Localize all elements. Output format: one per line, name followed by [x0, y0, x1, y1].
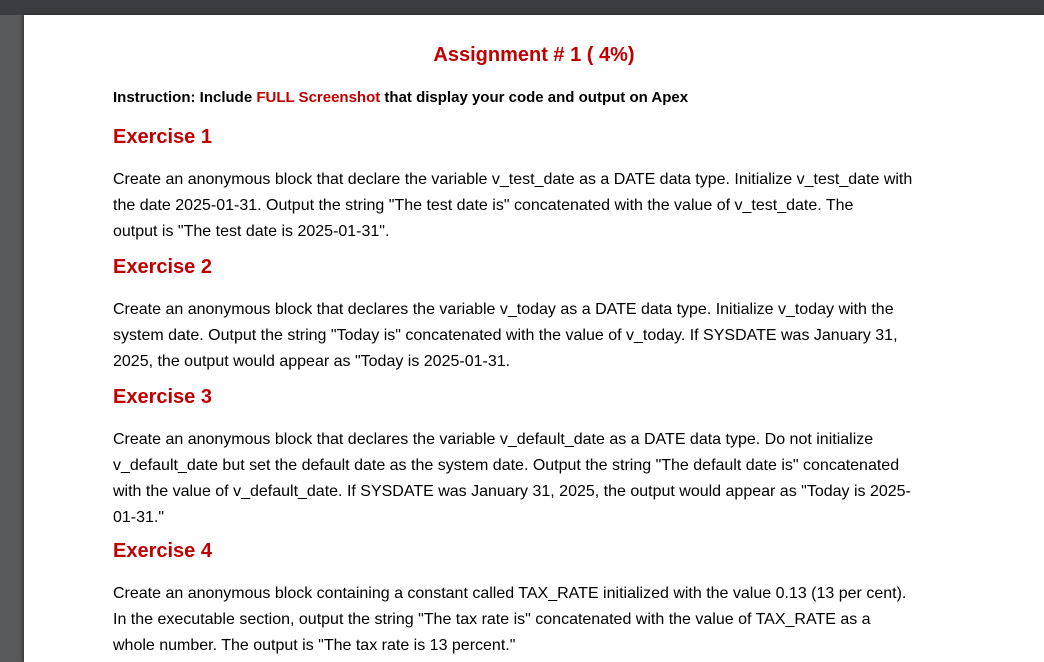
exercise-3-heading: Exercise 3 — [113, 386, 212, 408]
exercise-1-text — [113, 167, 973, 245]
exercise-1-line-2: the date 2025-01-31. Output the string "The test date is" concatenated with the value of v_test_date. The — [113, 197, 854, 214]
exercise-4-heading: Exercise 4 — [113, 540, 212, 562]
instruction-text — [113, 89, 688, 106]
exercise-3-line-3: with the value of v_default_date. If SYSDATE was January 31, 2025, the output would appear as "Today is 2025- — [113, 483, 911, 500]
exercise-3-line-4: 01-31." — [113, 509, 165, 526]
exercise-4-line-3: whole number. The output is "The tax rate is 13 percent." — [113, 637, 516, 654]
exercise-2-text — [113, 297, 973, 375]
exercise-4-text — [113, 581, 973, 659]
exercise-2-line-3: 2025, the output would appear as "Today is 2025-01-31. — [113, 353, 511, 370]
exercise-1-line-3: output is "The test date is 2025-01-31". — [113, 223, 390, 240]
exercise-4-line-1: Create an anonymous block containing a constant called TAX_RATE initialized with the value 0.13 (13 per cent). — [113, 585, 907, 602]
exercise-1-line-1: Create an anonymous block that declare the variable v_test_date as a DATE data type. Initialize v_test_date with — [113, 171, 913, 188]
instruction-suffix: that display your code and output on Apex — [380, 89, 689, 106]
exercise-2-line-2: system date. Output the string "Today is" concatenated with the value of v_today. If SYSDATE was January 31, — [113, 327, 898, 344]
instruction-prefix: Instruction: Include — [113, 89, 257, 106]
exercise-2-line-1: Create an anonymous block that declares the variable v_today as a DATE data type. Initialize v_today with the — [113, 301, 894, 318]
instruction-highlight: FULL Screenshot — [256, 89, 381, 106]
viewer-background — [0, 15, 24, 662]
exercise-3-line-1: Create an anonymous block that declares the variable v_default_date as a DATE data type. Do not initialize — [113, 431, 874, 448]
document-page — [24, 15, 1044, 662]
page-title: Assignment # 1 ( 4%) — [433, 44, 635, 66]
exercise-2-heading: Exercise 2 — [113, 256, 212, 278]
exercise-1-heading: Exercise 1 — [113, 126, 212, 148]
viewer-toolbar — [0, 0, 1044, 15]
exercise-3-text — [113, 427, 973, 531]
exercise-4-line-2: In the executable section, output the string "The tax rate is" concatenated with the value of TAX_RATE as a — [113, 611, 871, 628]
exercise-3-line-2: v_default_date but set the default date as the system date. Output the string "The default date is" concatenated — [113, 457, 900, 474]
